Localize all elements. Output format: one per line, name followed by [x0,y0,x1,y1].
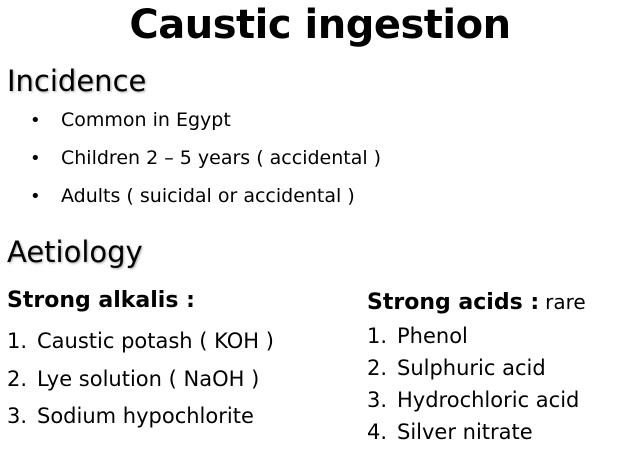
list-item-number: 2. [7,366,28,391]
list-item-text: Caustic potash ( KOH ) [37,329,274,353]
aetiology-heading: Aetiology [7,235,143,269]
list-item-number: 3. [7,404,28,428]
bullet-icon: • [30,148,41,169]
acids-list [367,323,579,451]
list-item [7,366,274,404]
list-item-text: Lye solution ( NaOH ) [37,366,260,391]
list-item-text: Children 2 – 5 years ( accidental ) [61,147,382,169]
incidence-heading: Incidence [7,64,147,98]
list-item-text: Hydrochloric acid [397,388,580,412]
list-item [30,147,381,185]
list-item-text: Common in Egypt [61,109,231,131]
list-item [7,403,274,441]
alkalis-heading-text: Strong alkalis : [7,288,195,313]
list-item-number: 2. [367,356,388,380]
acids-heading [367,289,586,316]
list-item-number: 3. [367,388,388,412]
list-item-number: 4. [367,420,388,444]
list-item [367,355,579,387]
bullet-icon: • [30,186,41,207]
list-item [30,109,381,147]
slide-title: Caustic ingestion [129,2,511,48]
incidence-list [30,109,381,223]
acids-heading-text: Strong acids : [367,290,540,315]
list-item [30,185,381,223]
list-item-text: Adults ( suicidal or accidental ) [61,185,355,207]
alkalis-list [7,328,274,441]
list-item [367,387,579,419]
list-item [7,328,274,366]
list-item [367,419,579,451]
list-item-number: 1. [7,329,28,353]
list-item [367,323,579,355]
bullet-icon: • [30,110,41,131]
list-item-text: Sulphuric acid [397,356,546,380]
list-item-text: Phenol [397,324,468,348]
list-item-text: Silver nitrate [397,420,533,444]
list-item-number: 1. [367,324,388,348]
alkalis-heading [7,288,195,314]
list-item-text: Sodium hypochlorite [37,404,254,428]
acids-note: rare [545,290,586,314]
